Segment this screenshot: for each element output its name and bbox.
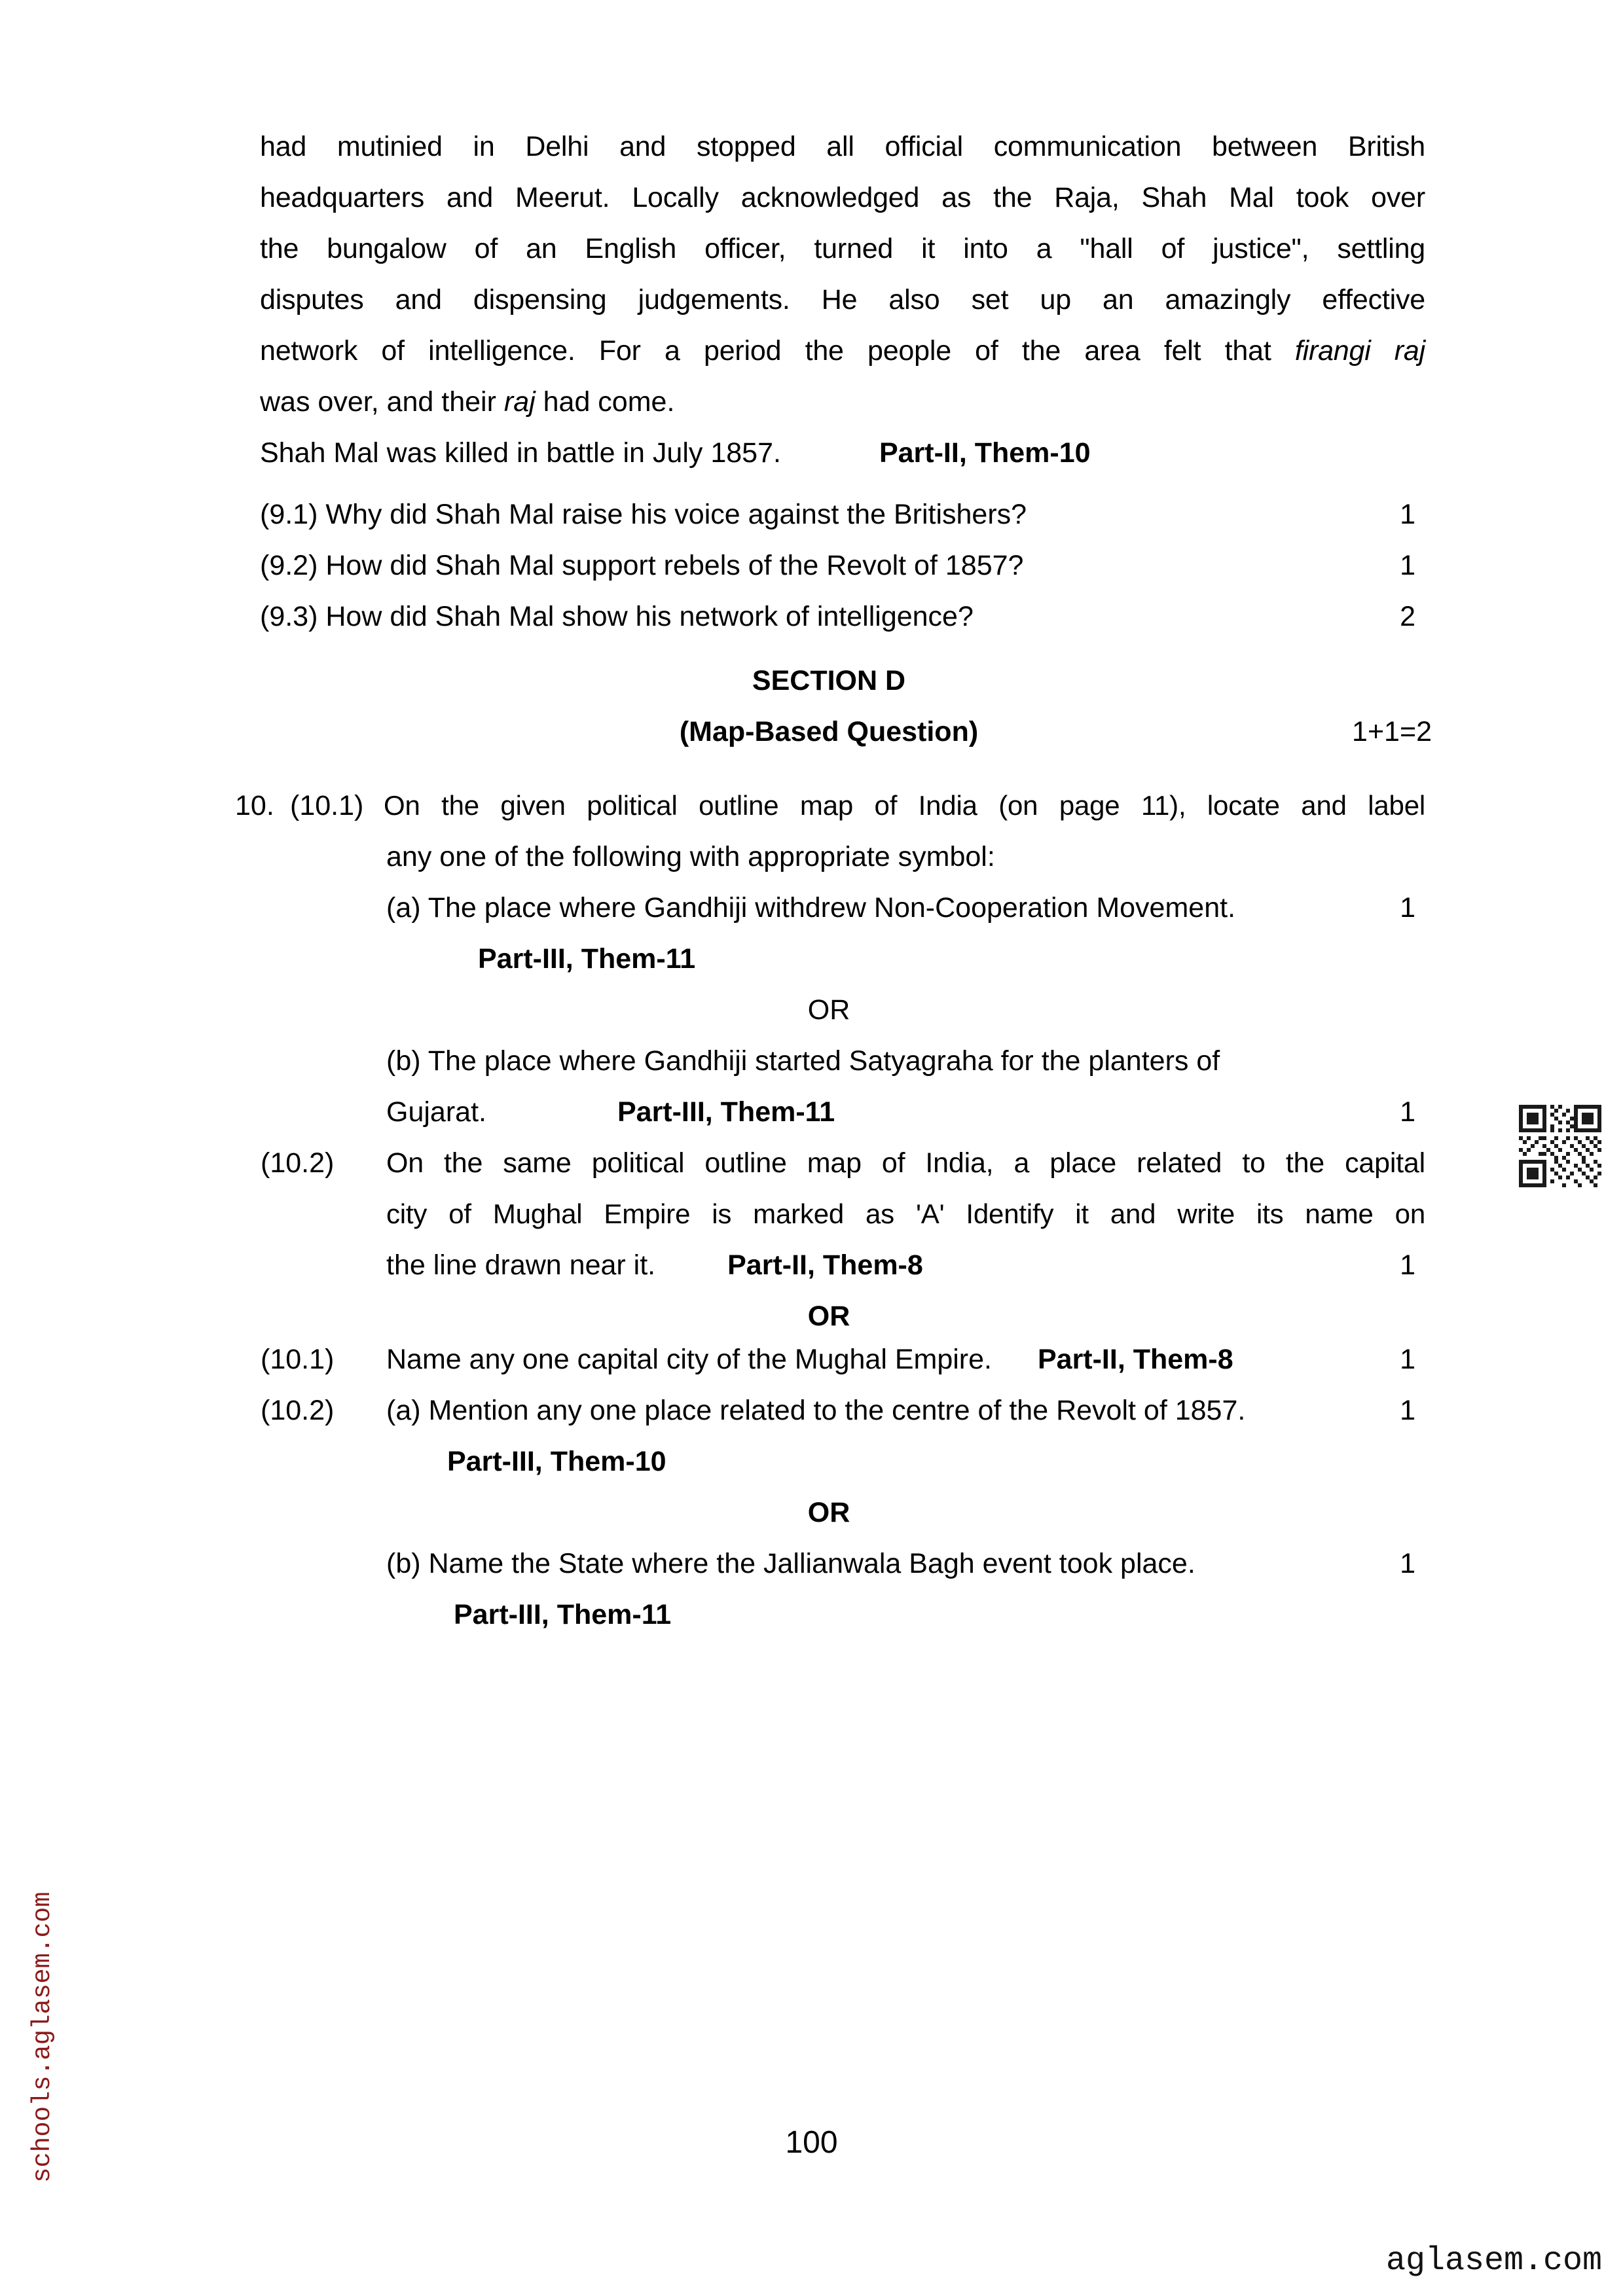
- question-text: On the same political outline map of India, a place related to the capital: [386, 1147, 1425, 1179]
- sub-question-10-2-end-row: [232, 1240, 1425, 1291]
- section-d-heading: [232, 655, 1432, 757]
- question-row: [232, 489, 1425, 540]
- question-number: 10.: [235, 790, 274, 821]
- question-text: (9.1) Why did Shah Mal raise his voice against the Britishers?: [260, 499, 1027, 530]
- section-subtitle-row: [232, 706, 1432, 757]
- question-text: (9.2) How did Shah Mal support rebels of the Revolt of 1857?: [260, 550, 1024, 581]
- option-text: Gujarat.: [386, 1096, 486, 1128]
- passage-closing-line: [232, 427, 1425, 478]
- question-text: On the given political outline map of India (on page 11), locate and label: [384, 790, 1425, 821]
- question-text: Name any one capital city of the Mughal Empire.: [386, 1344, 992, 1375]
- marks-value: 1: [1400, 892, 1415, 924]
- passage-text: the bungalow of an English officer, turned it into a "hall of justice", settling: [260, 233, 1425, 264]
- question-row: [232, 540, 1425, 591]
- option-text: (b) The place where Gandhiji started Satyagraha for the planters of: [386, 1045, 1220, 1077]
- passage-line: [232, 325, 1425, 376]
- section-subtitle: (Map-Based Question): [679, 716, 979, 747]
- syllabus-reference: Part-III, Them-11: [617, 1096, 835, 1128]
- syllabus-reference: Part-III, Them-11: [478, 943, 696, 975]
- exam-page-content: [232, 121, 1432, 1640]
- question-10-block: [232, 780, 1425, 1640]
- section-marks: 1+1=2: [1352, 716, 1432, 747]
- or-separator: OR: [807, 994, 850, 1026]
- alt-10-1-row: [232, 1334, 1425, 1385]
- question-10-intro-row: [232, 780, 1425, 831]
- passage-text: network of intelligence. For a period the people of the area felt that: [260, 335, 1295, 367]
- alt-10-2-row: [232, 1385, 1425, 1436]
- passage-text: disputes and dispensing judgements. He also set up an amazingly effective: [260, 284, 1425, 315]
- option-a-row: [232, 882, 1425, 933]
- question-text: the line drawn near it.: [386, 1249, 656, 1281]
- sub-question-label: (10.1): [290, 790, 364, 821]
- section-title: SECTION D: [752, 665, 906, 696]
- sub-question-label: (10.2): [261, 1147, 335, 1179]
- passage-line: [232, 274, 1425, 325]
- marks-value: 2: [1400, 601, 1415, 632]
- question-text: (9.3) How did Shah Mal show his network of intelligence?: [260, 601, 974, 632]
- or-separator: OR: [807, 1300, 850, 1332]
- page-number: 100: [785, 2125, 838, 2160]
- syllabus-reference: Part-III, Them-11: [454, 1599, 672, 1630]
- marks-value: 1: [1400, 550, 1415, 581]
- passage-line: [232, 376, 1425, 427]
- marks-value: 1: [1400, 1395, 1415, 1426]
- passage-text: Shah Mal was killed in battle in July 1857.: [260, 437, 781, 469]
- marks-value: 1: [1400, 1096, 1415, 1128]
- marks-value: 1: [1400, 499, 1415, 530]
- syllabus-reference: Part-II, Them-8: [1037, 1344, 1233, 1375]
- marks-value: 1: [1400, 1344, 1415, 1375]
- option-b-continuation-row: [232, 1086, 1425, 1138]
- passage-text: headquarters and Meerut. Locally acknowledged as the Raja, Shah Mal took over: [260, 182, 1425, 213]
- question-text: (a) Mention any one place related to the centre of the Revolt of 1857.: [386, 1395, 1246, 1426]
- passage-italic-text: raj: [503, 386, 536, 418]
- option-text: (b) Name the State where the Jallianwala Bagh event took place.: [386, 1548, 1195, 1579]
- question-9-block: [232, 489, 1425, 642]
- question-text: any one of the following with appropriate symbol:: [386, 841, 995, 872]
- passage-line: [232, 223, 1425, 274]
- bottom-watermark-text: aglasem.com: [1386, 2242, 1603, 2280]
- syllabus-reference: Part-II, Them-8: [727, 1249, 923, 1281]
- passage-text: had mutinied in Delhi and stopped all official communication between British: [260, 131, 1425, 162]
- passage-text: had come.: [535, 386, 675, 418]
- syllabus-reference: Part-III, Them-10: [447, 1446, 666, 1477]
- alt-option-b-row: [232, 1538, 1425, 1589]
- passage-italic-text: firangi raj: [1294, 335, 1425, 367]
- marks-value: 1: [1400, 1249, 1415, 1281]
- question-text-body: [386, 1334, 1425, 1385]
- option-text: (a) The place where Gandhiji withdrew Non-Cooperation Movement.: [386, 892, 1236, 924]
- or-separator: OR: [807, 1497, 850, 1528]
- passage-text: was over, and their: [260, 386, 504, 418]
- passage-line: [232, 172, 1425, 223]
- syllabus-reference: Part-II, Them-10: [879, 437, 1091, 469]
- sub-question-10-2-row: [232, 1138, 1425, 1189]
- sub-question-label: (10.2): [261, 1395, 335, 1426]
- qr-code: [1519, 1105, 1601, 1187]
- question-text: city of Mughal Empire is marked as 'A' Identify it and write its name on: [386, 1198, 1425, 1229]
- passage-line: [232, 121, 1425, 172]
- sub-question-label: (10.1): [261, 1344, 335, 1375]
- marks-value: 1: [1400, 1548, 1415, 1579]
- question-row: [232, 591, 1425, 642]
- left-watermark-text: schools.aglasem.com: [28, 1892, 57, 2183]
